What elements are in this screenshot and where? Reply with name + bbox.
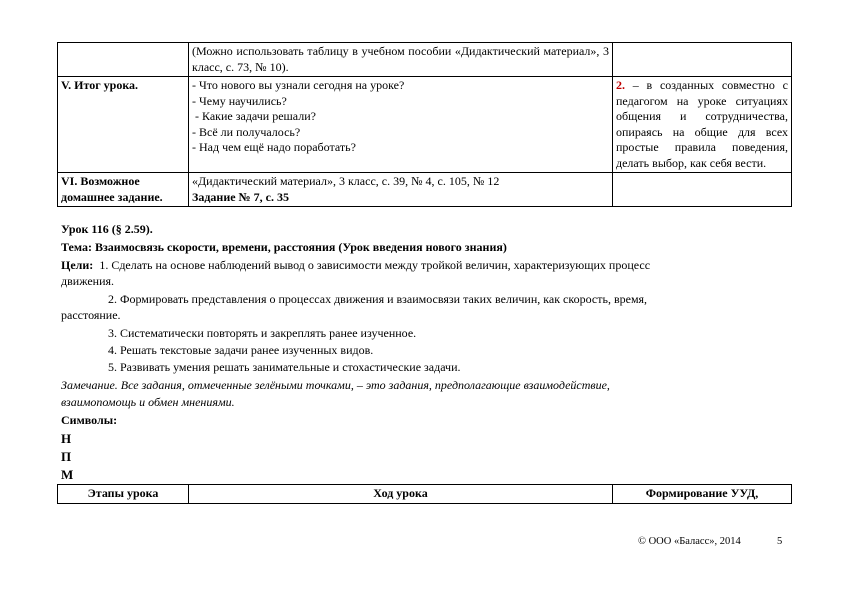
lesson-theme: Тема: Взаимосвязь скорости, времени, расстояния (Урок введения нового знания): [61, 240, 507, 254]
note-text: Замечание. Все задания, отмеченные зелёными точками, – это задания, предполагающие взаимодействие,: [61, 378, 610, 392]
homework-line: Задание № 7, с. 35: [192, 189, 289, 204]
question-line: - Всё ли получалось?: [192, 124, 301, 139]
uud-cell: [613, 77, 792, 173]
uud-cell: [613, 173, 792, 207]
goal-3-text: 3. Систематически повторять и закреплять ранее изученное.: [108, 326, 417, 340]
goals-label: Цели:: [61, 258, 94, 272]
table-header-row: [58, 485, 792, 504]
goal-4-text: 4. Решать текстовые задачи ранее изученных видов.: [108, 343, 374, 357]
goals-line-1: [61, 258, 650, 273]
goal-1-continuation: движения.: [61, 274, 115, 288]
question-line: - Что нового вы узнали сегодня на уроке?: [192, 78, 405, 92]
goal-2-text: 2. Формировать представления о процессах движения и взаимосвязи таких величин, как скорость, время,: [108, 292, 648, 306]
lesson-plan-table: [57, 42, 792, 207]
uud-text: – в созданных совместно с педагогом на уроке ситуациях общения и сотрудничества, опираясь на общие для всех простые правила поведения, делать выбор, как себя вести.: [616, 78, 788, 170]
stage-cell: [58, 43, 189, 77]
col-header-stages: Этапы урока: [58, 485, 189, 504]
note-continuation: взаимопомощь и обмен мнениями.: [61, 395, 235, 409]
next-lesson-table: [57, 484, 792, 504]
homework-line: «Дидактический материал», 3 класс, с. 39, № 4, с. 105, № 12: [192, 174, 500, 188]
table-row: [58, 173, 792, 207]
symbols-label: Символы:: [61, 413, 118, 427]
course-cell: [189, 173, 613, 207]
symbol-p: П: [61, 449, 72, 464]
goal-5-text: 5. Развивать умения решать занимательные и стохастические задачи.: [108, 360, 461, 374]
col-header-uud: Формирование УУД,: [613, 485, 792, 504]
course-cell: (Можно использовать таблицу в учебном пособии «Дидактический материал», 3 класс, с. 73, № 10).: [189, 43, 613, 77]
symbol-m: М: [61, 467, 74, 482]
goal-1-text: 1. Сделать на основе наблюдений вывод о зависимости между тройкой величин, характеризующих процесс: [99, 258, 651, 272]
table-row: [58, 77, 792, 173]
col-header-course: Ход урока: [189, 485, 613, 504]
symbol-h: Н: [61, 431, 72, 446]
question-line: - Над чем ещё надо поработать?: [192, 140, 356, 154]
uud-cell: [613, 43, 792, 77]
uud-number: 2.: [616, 78, 625, 92]
stage-cell: V. Итог урока.: [58, 77, 189, 173]
question-line: - Какие задачи решали?: [192, 109, 316, 123]
table-row: [58, 43, 792, 77]
lesson-heading: Урок 116 (§ 2.59).: [61, 222, 153, 236]
stage-cell: VI. Возможное домашнее задание.: [58, 173, 189, 207]
page-number: 5: [777, 536, 783, 547]
question-line: - Чему научились?: [192, 93, 287, 108]
footer-copyright: © ООО «Баласс», 2014: [638, 536, 741, 547]
goal-2-continuation: расстояние.: [61, 308, 121, 322]
course-cell: [189, 77, 613, 173]
